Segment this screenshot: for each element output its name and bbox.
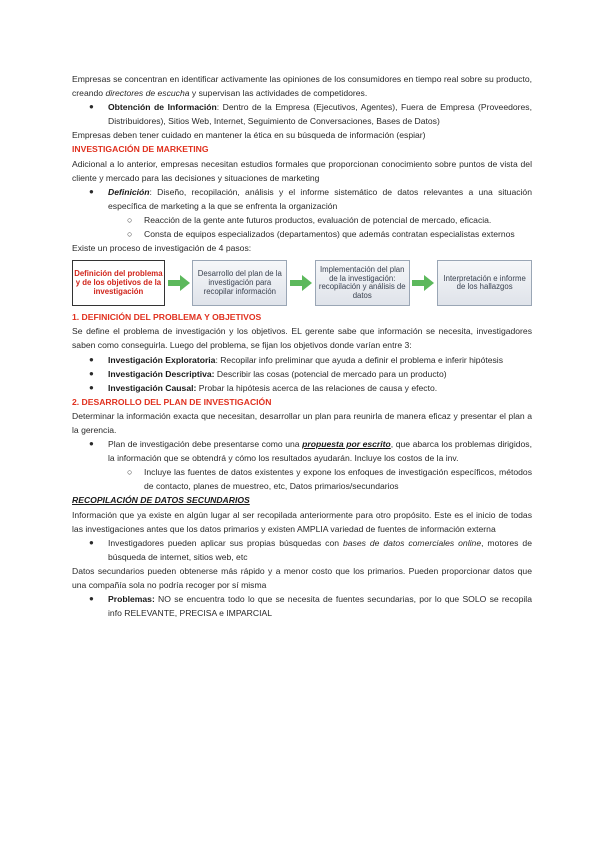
- document-page: [72, 72, 532, 620]
- bullet-dot-icon: ●: [89, 537, 94, 547]
- process-step-4: Interpretación e informe de los hallazgos: [437, 260, 532, 306]
- heading-plan-development: 2. DESARROLLO DEL PLAN DE INVESTIGACIÓN: [72, 396, 272, 407]
- sub-bullet-reaction: ○ Reacción de la gente ante futuros productos, evaluación de potencial de mercado, eficacia.: [72, 213, 532, 227]
- heading-marketing-research: INVESTIGACIÓN DE MARKETING: [72, 144, 209, 155]
- bullet-dot-icon: ●: [89, 354, 94, 364]
- circle-bullet-icon: ○: [127, 214, 133, 225]
- bullet-dot-icon: ●: [89, 594, 94, 604]
- bullet-descriptive: ● Investigación Descriptiva: Describir las cosas (potencial de mercado para un producto): [72, 367, 532, 381]
- paragraph-process-intro: Existe un proceso de investigación de 4 pasos:: [72, 243, 252, 254]
- circle-bullet-icon: ○: [127, 229, 133, 240]
- heading-secondary-data: RECOPILACIÓN DE DATOS SECUNDARIOS: [72, 495, 250, 506]
- right-arrow-icon: [410, 275, 438, 291]
- paragraph-formal-studies: Adicional a lo anterior, empresas necesitan estudios formales que proporcionan conocimiento sobre puntos de vista del cliente y mercado para las decisiones y situaciones de marketing: [72, 158, 532, 183]
- bullet-dot-icon: ●: [89, 186, 94, 196]
- bullet-problems: ● Problemas: NO se encuentra todo lo que se necesita de fuentes secundarias, por lo que SOLO se recopila info RELEVANTE, PRECISA e IMPARCIAL: [89, 594, 532, 619]
- paragraph-plan-development: Determinar la información exacta que necesitan, desarrollar un plan para reunirla de manera eficaz y presentar el plan a la gerencia.: [72, 410, 532, 435]
- sub-bullet-data-sources: ○ Incluye las fuentes de datos existentes y expone los enfoques de investigación específicos, métodos de contacto, planes de muestreo, etc, Datos primarios/secundarios: [127, 467, 532, 492]
- research-process-diagram: [72, 258, 532, 308]
- right-arrow-icon: [165, 275, 193, 291]
- process-step-1: Definición del problema y de los objetivos de la investigación: [72, 260, 165, 306]
- process-step-3: Implementación del plan de la investigación: recopilación y análisis de datos: [315, 260, 410, 306]
- sub-bullet-teams: ○ Consta de equipos especializados (departamentos) que además contratan especialistas externos: [72, 227, 532, 241]
- bullet-dot-icon: ●: [89, 382, 94, 392]
- bullet-definition: ● Definición: Diseño, recopilación, análisis y el informe sistemático de datos relevantes a una situación específica de marketing a la que se enfrenta la organización: [89, 186, 532, 211]
- heading-problem-definition: 1. DEFINICIÓN DEL PROBLEMA Y OBJETIVOS: [72, 312, 262, 323]
- paragraph-secondary-data: Información que ya existe en algún lugar al ser recopilada anteriormente para otro propósito. Este es el inicio de todas las investigaciones antes que los datos primarios y existen AMPLIA variedad de fuentes de información externa: [72, 509, 532, 534]
- bullet-dot-icon: ●: [89, 102, 94, 112]
- bullet-causal: ● Investigación Causal: Probar la hipótesis acerca de las relaciones de causa y efecto.: [72, 381, 532, 395]
- bullet-dot-icon: ●: [89, 439, 94, 449]
- paragraph-secondary-cost: Datos secundarios pueden obtenerse más rápido y a menor costo que los primarios. Pueden proporcionar datos que una compañía sola no podría recoger por sí misma: [72, 565, 532, 590]
- bullet-dot-icon: ●: [89, 368, 94, 378]
- bullet-written-proposal: ● Plan de investigación debe presentarse como una propuesta por escrito, que abarca los problemas dirigidos, la información que se obtendrá y cómo los resultados ayudarán. Incluye los costos de la inv.: [89, 439, 532, 464]
- paragraph-ethics: Empresas deben tener cuidado en mantener la ética en su búsqueda de información (espiar): [72, 130, 426, 141]
- bullet-exploratory: ● Investigación Exploratoria: Recopilar info preliminar que ayuda a definir el problema e inferir hipótesis: [72, 353, 532, 367]
- process-step-2: Desarrollo del plan de la investigación para recopilar información: [192, 260, 287, 306]
- bullet-online-databases: ● Investigadores pueden aplicar sus propias búsquedas con bases de datos comerciales online, motores de búsqueda de internet, sitios web, etc: [89, 537, 532, 562]
- right-arrow-icon: [287, 275, 315, 291]
- bullet-information-gathering: ● Obtención de Información: Dentro de la Empresa (Ejecutivos, Agentes), Fuera de Empresa (Proveedores, Distribuidores), Sitios Web, Internet, Seguimiento de Conversaciones, Bases de Datos): [89, 102, 532, 127]
- circle-bullet-icon: ○: [127, 467, 133, 478]
- paragraph-listening: Empresas se concentran en identificar activamente las opiniones de los consumidores en tiempo real sobre su producto, creando directores de escucha y supervisan las actividades de competidores.: [72, 74, 532, 99]
- paragraph-problem-definition: Se define el problema de investigación y los objetivos. EL gerente sabe que información se necesita, investigadores saben como conseguirla. Luego del problema, se fijan los objetivos donde varían entre 3:: [72, 326, 532, 351]
